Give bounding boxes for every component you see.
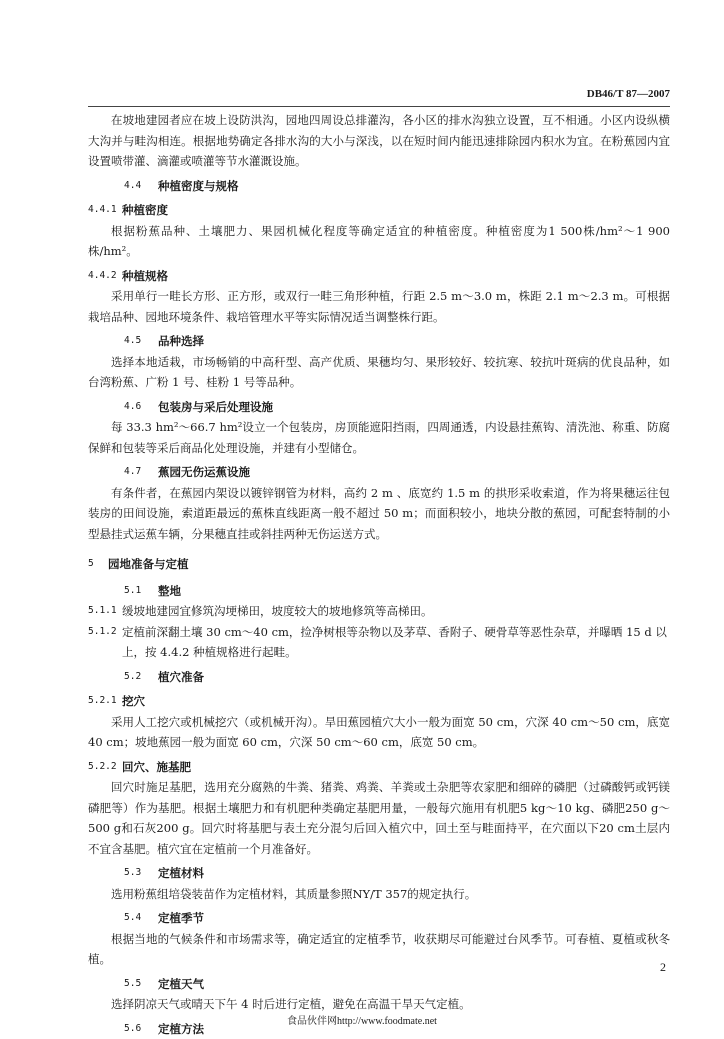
section-heading	[88, 908, 670, 929]
section-number: 5.6	[124, 1019, 158, 1039]
section-number: 5.2	[124, 667, 158, 688]
clause-text: 缓坡地建园宜修筑沟埂梯田，坡度较大的坡地修筑等高梯田。	[122, 601, 433, 622]
section-title: 定植天气	[158, 974, 204, 995]
section-number: 4.6	[124, 397, 158, 418]
paragraph: 有条件者，在蕉园内架设以镀锌钢管为材料，高约 2 m 、底宽约 1.5 m 的拱形采收索道，作为将果穗运往包装房的田间设施，索道距最远的蕉株直线距离一般不超过 50 m；而面积较小，地块分散的蕉园，可配套特制的小型悬挂式运蕉车辆，分果穗直挂或斜挂两种无伤运送方式。	[88, 483, 670, 545]
section-heading	[88, 462, 670, 483]
section-title: 整地	[158, 581, 181, 602]
clause-number: 5.1.1	[88, 601, 122, 622]
page-number: 2	[660, 960, 666, 975]
paragraph: 选用粉蕉组培袋装苗作为定植材料，其质量参照NY/T 357的规定执行。	[88, 884, 670, 905]
paragraph: 采用人工挖穴或机械挖穴（或机械开沟）。旱田蕉园植穴大小一般为面宽 50 cm，穴深 40 cm～50 cm，底宽 40 cm；坡地蕉园一般为面宽 60 cm，穴深 50 cm～60 cm，底宽 50 cm。	[88, 712, 670, 753]
section-number: 4.4	[124, 176, 158, 197]
section-number: 4.5	[124, 331, 158, 352]
section-title: 种植密度与规格	[158, 176, 239, 197]
section-number: 5.5	[124, 974, 158, 995]
section-heading	[88, 667, 670, 688]
paragraph: 选择阴凉天气或晴天下午 4 时后进行定植，避免在高温干旱天气定植。	[88, 994, 670, 1015]
section-number: 5.2.2	[88, 757, 122, 778]
paragraph: 选择本地适栽，市场畅销的中高秆型、高产优质、果穗均匀、果形较好、较抗寒、较抗叶斑病的优良品种，如台湾粉蕉、广粉 1 号、桂粉 1 号等品种。	[88, 352, 670, 393]
section-heading	[88, 974, 670, 995]
paragraph: 根据当地的气候条件和市场需求等，确定适宜的定植季节，收获期尽可能避过台风季节。可春植、夏植或秋冬植。	[88, 929, 670, 970]
section-title: 挖穴	[122, 691, 145, 712]
section-title: 园地准备与定植	[108, 554, 189, 575]
paragraph: 采用单行一畦长方形、正方形，或双行一畦三角形种植，行距 2.5 m～3.0 m，株距 2.1 m～2.3 m。可根据栽培品种、园地环境条件、栽培管理水平等实际情况适当调整株行距。	[88, 286, 670, 327]
paragraph: 在坡地建园者应在坡上设防洪沟，园地四周设总排灌沟，各小区的排水沟独立设置，互不相通。小区内设纵横大沟并与畦沟相连。根据地势确定各排水沟的大小与深浅，以在短时间内能迅速排除园内积水为宜。在粉蕉园内宜设置喷带灌、滴灌或喷灌等节水灌溉设施。	[88, 110, 670, 172]
section-number: 4.4.1	[88, 200, 122, 221]
section-heading	[88, 397, 670, 418]
section-number: 4.7	[124, 462, 158, 483]
section-heading	[88, 691, 670, 712]
section-heading	[88, 863, 670, 884]
section-title: 种植规格	[122, 266, 168, 287]
section-heading	[88, 757, 670, 778]
numbered-clause	[88, 601, 670, 622]
section-title: 蕉园无伤运蕉设施	[158, 462, 250, 483]
section-title: 品种选择	[158, 331, 204, 352]
section-heading	[88, 266, 670, 287]
section-heading	[88, 176, 670, 197]
section-heading	[88, 581, 670, 602]
section-number: 5.3	[124, 863, 158, 884]
section-title: 定植季节	[158, 908, 204, 929]
section-title: 植穴准备	[158, 667, 204, 688]
section-heading	[88, 200, 670, 221]
section-heading	[88, 554, 670, 575]
clause-text: 定植前深翻土壤 30 cm～40 cm，捡净树根等杂物以及茅草、香附子、硬骨草等恶性杂草，并曝晒 15 d 以上，按 4.4.2 种植规格进行起畦。	[122, 622, 670, 663]
section-number: 5.1	[124, 581, 158, 602]
paragraph: 根据粉蕉品种、土壤肥力、果园机械化程度等确定适宜的种植密度。种植密度为1 500株/hm²～1 900株/hm²。	[88, 221, 670, 262]
numbered-clause	[88, 622, 670, 663]
section-number: 5	[88, 554, 108, 575]
section-title: 包装房与采后处理设施	[158, 397, 273, 418]
section-number: 5.4	[124, 908, 158, 929]
section-number: 5.2.1	[88, 691, 122, 712]
section-title: 定植材料	[158, 863, 204, 884]
section-title: 种植密度	[122, 200, 168, 221]
header-rule	[88, 106, 670, 107]
clause-number: 5.1.2	[88, 622, 122, 663]
paragraph: 回穴时施足基肥，选用充分腐熟的牛粪、猪粪、鸡粪、羊粪或土杂肥等农家肥和细碎的磷肥（过磷酸钙或钙镁磷肥等）作为基肥。根据土壤肥力和有机肥种类确定基肥用量，一般每穴施用有机肥5 kg～10 kg、磷肥250 g～500 g和石灰200 g。回穴时将基肥与表土充分混匀后回入植穴中，回土至与畦面持平，在穴面以下20 cm土层内不宜含基肥。植穴宜在定植前一个月准备好。	[88, 777, 670, 859]
footer-watermark: 食品伙伴网http://www.foodmate.net	[0, 1012, 724, 1027]
standard-code: DB46/T 87—2007	[587, 88, 670, 100]
document-body	[88, 110, 670, 1039]
section-number: 4.4.2	[88, 266, 122, 287]
section-heading	[88, 331, 670, 352]
section-title: 定植方法	[158, 1019, 204, 1039]
section-title: 回穴、施基肥	[122, 757, 191, 778]
paragraph: 每 33.3 hm²～66.7 hm²设立一个包装房，房顶能遮阳挡雨，四周通透，内设悬挂蕉钩、清洗池、称重、防腐保鲜和包装等采后商品化处理设施，并建有小型储仓。	[88, 417, 670, 458]
